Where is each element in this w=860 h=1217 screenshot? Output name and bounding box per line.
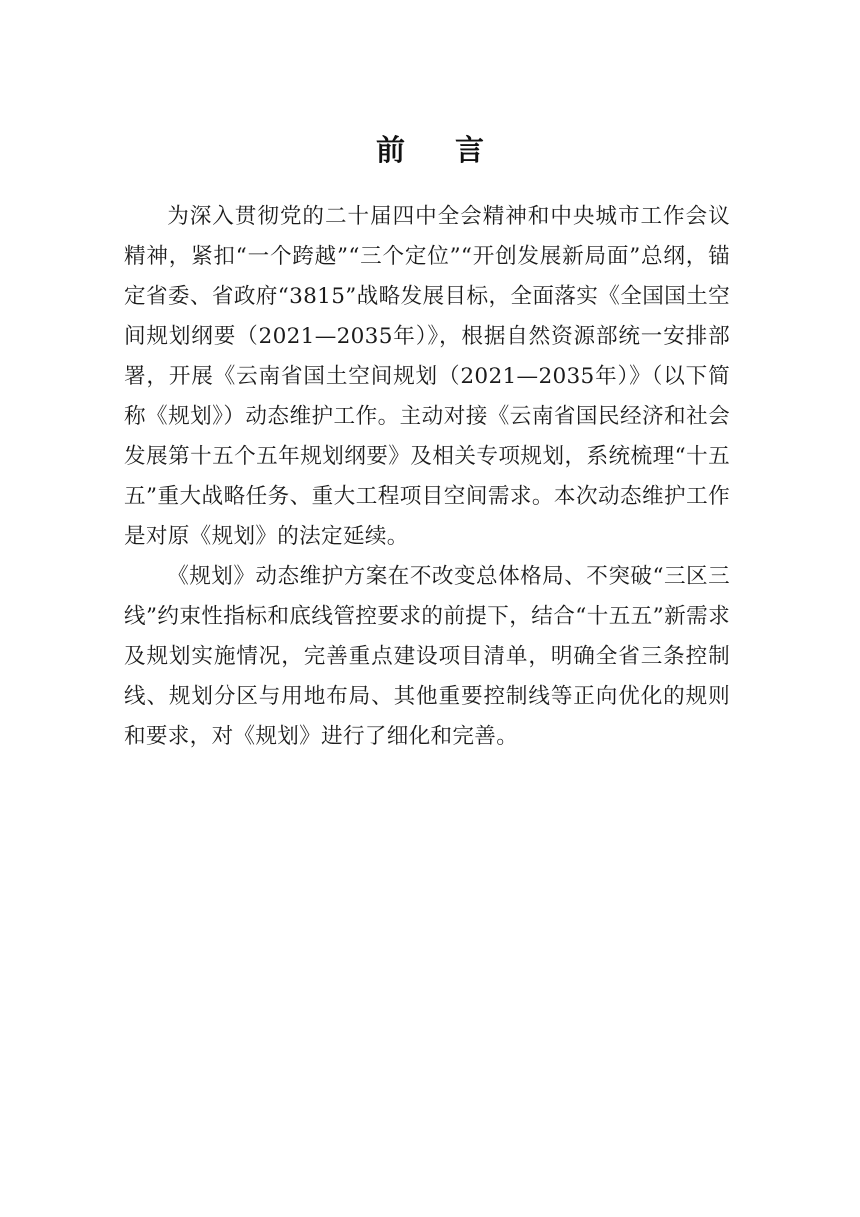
page-title: 前 言 [375, 133, 505, 167]
document-body [124, 197, 730, 757]
paragraph-2: 《规划》动态维护方案在不改变总体格局、不突破“三区三线”约束性指标和底线管控要求的前提下，结合“十五五”新需求及规划实施情况，完善重点建设项目清单，明确全省三条控制线、规划分区与用地布局、其他重要控制线等正向优化的规则和要求，对《规划》进行了细化和完善。 [124, 564, 730, 749]
paragraph-1: 为深入贯彻党的二十届四中全会精神和中央城市工作会议精神，紧扣“一个跨越”“三个定位”“开创发展新局面”总纲，锚定省委、省政府“3815”战略发展目标，全面落实《全国国土空间规划纲要（2021—2035年）》，根据自然资源部统一安排部署，开展《云南省国土空间规划（2021—2035年）》（以下简称《规划》）动态维护工作。主动对接《云南省国民经济和社会发展第十五个五年规划纲要》及相关专项规划，系统梳理“十五五”重大战略任务、重大工程项目空间需求。本次动态维护工作是对原《规划》的法定延续。 [124, 204, 730, 549]
